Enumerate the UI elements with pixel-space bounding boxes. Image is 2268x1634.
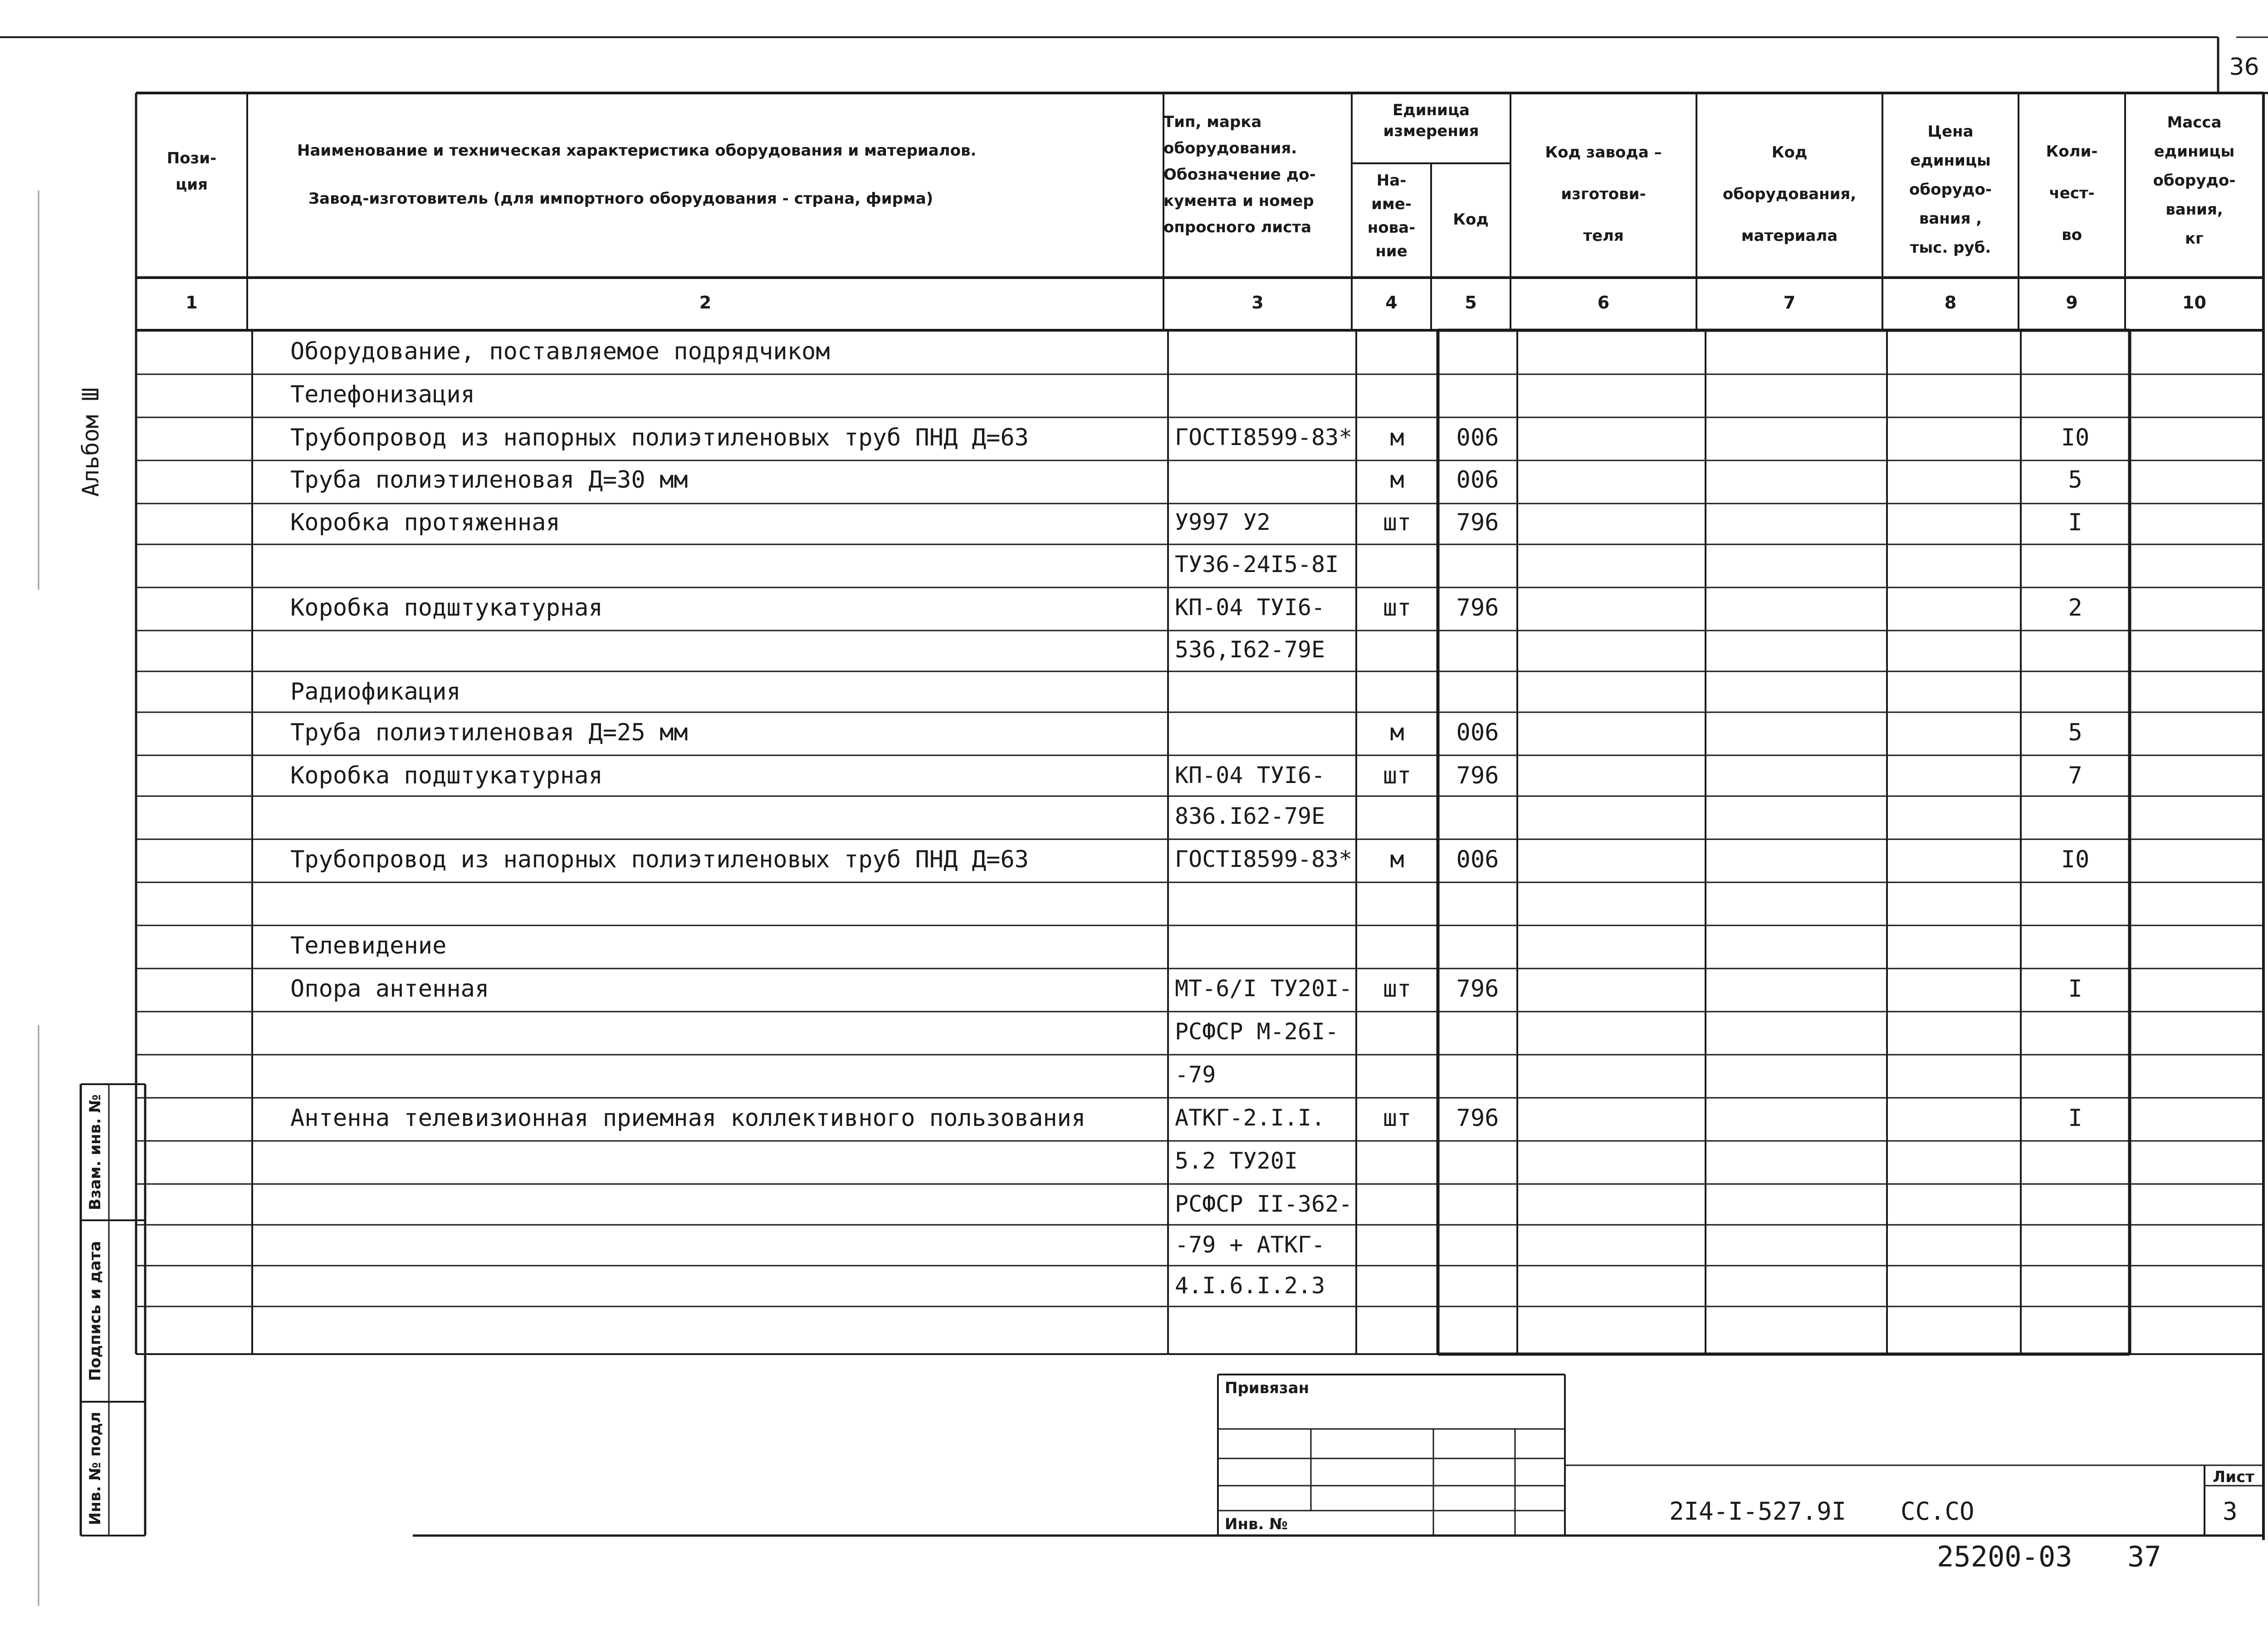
- col-number-10: 10: [2182, 293, 2206, 313]
- row-name: Радиофикация: [290, 678, 461, 705]
- row-qty: 5: [2068, 719, 2082, 746]
- row-name: Коробка подштукатурная: [290, 594, 603, 621]
- row-unit: шт: [1383, 975, 1412, 1003]
- header-name-line1: Наименование и техническая характеристика оборудования и материалов.: [297, 142, 977, 160]
- row-name: Опора антенная: [290, 975, 489, 1003]
- col-number-4: 4: [1385, 293, 1398, 313]
- row-unit: м: [1390, 424, 1404, 451]
- row-qty: 2: [2068, 594, 2082, 621]
- row-qty: I: [2068, 1105, 2082, 1132]
- row-code: 796: [1456, 509, 1499, 536]
- row-code: 006: [1456, 424, 1499, 451]
- row-type: РСФСР II-362-: [1175, 1191, 1353, 1217]
- row-code: 796: [1456, 1105, 1499, 1132]
- row-code: 006: [1456, 719, 1499, 746]
- doc-mark: СС.СО: [1901, 1497, 1975, 1526]
- col-number-2: 2: [699, 293, 712, 313]
- header-name-line2: Завод-изготовитель (для импортного оборудования - страна, фирма): [308, 190, 934, 208]
- row-name: Телефонизация: [290, 381, 475, 408]
- row-code: 006: [1456, 846, 1499, 873]
- row-type: 836.I62-79Е: [1175, 803, 1325, 829]
- col-number-8: 8: [1944, 293, 1957, 313]
- row-name: Антенна телевизионная приемная коллективного пользования: [290, 1105, 1086, 1132]
- row-type: 5.2 ТУ20I: [1175, 1148, 1298, 1174]
- row-unit: шт: [1383, 594, 1412, 621]
- row-code: 796: [1456, 975, 1499, 1003]
- header-quantity: Коли- чест- во: [2046, 142, 2098, 244]
- header-unit-price: Цена единицы оборудо- вания , тыс. руб.: [1909, 122, 1992, 257]
- row-type: ГОСТI8599-83*: [1175, 846, 1353, 872]
- col-number-6: 6: [1597, 293, 1610, 313]
- row-qty: 7: [2068, 762, 2082, 789]
- row-type: РСФСР М-26I-: [1175, 1018, 1339, 1045]
- row-type: АТКГ-2.I.I.: [1175, 1105, 1325, 1131]
- row-unit: шт: [1383, 1105, 1412, 1132]
- header-equipment-code: Код оборудования, материала: [1722, 143, 1857, 245]
- row-qty: I: [2068, 509, 2082, 536]
- row-type: 536,I62-79Е: [1175, 636, 1325, 663]
- header-position: Пози- ция: [166, 149, 217, 194]
- archive-page: 37: [2127, 1540, 2161, 1573]
- page-number: 36: [2229, 54, 2259, 81]
- row-name: Трубопровод из напорных полиэтиленовых труб ПНД Д=63: [290, 424, 1029, 451]
- header-type-mark: Тип, марка оборудования. Обозначение до- кумента и номер опросного листа: [1163, 113, 1316, 236]
- stamp-replace-inv: Взам. инв. №: [86, 1094, 104, 1210]
- album-label: Альбом Ш: [78, 387, 104, 497]
- stamp-inv-original: Инв. № подл: [86, 1411, 104, 1526]
- header-factory-code: Код завода – изготови- теля: [1545, 143, 1662, 245]
- col-number-5: 5: [1465, 293, 1477, 313]
- row-name: Оборудование, поставляемое подрядчиком: [290, 338, 830, 365]
- row-unit: м: [1390, 719, 1404, 746]
- row-type: 4.I.6.I.2.3: [1175, 1272, 1325, 1299]
- row-type: КП-04 ТУI6-: [1175, 594, 1325, 621]
- row-name: Коробка подштукатурная: [290, 762, 603, 789]
- row-qty: I: [2068, 975, 2082, 1003]
- header-unit-mass: Масса единицы оборудо- вания, кг: [2153, 113, 2236, 248]
- row-type: У997 У2: [1175, 509, 1271, 535]
- col-number-3: 3: [1251, 293, 1264, 313]
- row-type: МТ-6/I ТУ20I-: [1175, 975, 1353, 1002]
- row-type: ГОСТI8599-83*: [1175, 424, 1353, 450]
- row-qty: I0: [2061, 424, 2090, 451]
- col-number-1: 1: [186, 293, 198, 313]
- row-type: КП-04 ТУI6-: [1175, 762, 1325, 788]
- footer-inv-no: Инв. №: [1225, 1515, 1288, 1533]
- row-name: Трубопровод из напорных полиэтиленовых труб ПНД Д=63: [290, 846, 1029, 873]
- header-unit-name: На- име- нова- ние: [1367, 171, 1416, 260]
- row-code: 796: [1456, 594, 1499, 621]
- sheet-label: Лист: [2213, 1468, 2254, 1486]
- row-name: Коробка протяженная: [290, 509, 560, 536]
- col-number-7: 7: [1783, 293, 1796, 313]
- doc-code: 2I4-I-527.9I: [1669, 1497, 1847, 1526]
- header-unit-group: Единица измерения: [1383, 101, 1479, 140]
- row-unit: м: [1390, 846, 1404, 873]
- row-qty: 5: [2068, 466, 2082, 494]
- header-unit-code: Код: [1453, 210, 1489, 229]
- sheet-number: 3: [2223, 1497, 2238, 1526]
- row-qty: I0: [2061, 846, 2090, 873]
- row-code: 796: [1456, 762, 1499, 789]
- row-name: Телевидение: [290, 932, 447, 959]
- row-name: Труба полиэтиленовая Д=30 мм: [290, 466, 688, 494]
- row-type: -79: [1175, 1062, 1216, 1088]
- row-type: -79 + АТКГ-: [1175, 1232, 1325, 1258]
- col-number-9: 9: [2066, 293, 2078, 313]
- row-name: Труба полиэтиленовая Д=25 мм: [290, 719, 688, 746]
- footer-privyazan: Привязан: [1225, 1379, 1310, 1397]
- row-unit: м: [1390, 466, 1404, 494]
- row-type: ТУ36-24I5-8I: [1175, 551, 1339, 577]
- row-unit: шт: [1383, 762, 1412, 789]
- stamp-signature-date: Подпись и дата: [86, 1241, 104, 1381]
- archive-number: 25200-03: [1937, 1540, 2072, 1573]
- row-code: 006: [1456, 466, 1499, 494]
- row-unit: шт: [1383, 509, 1412, 536]
